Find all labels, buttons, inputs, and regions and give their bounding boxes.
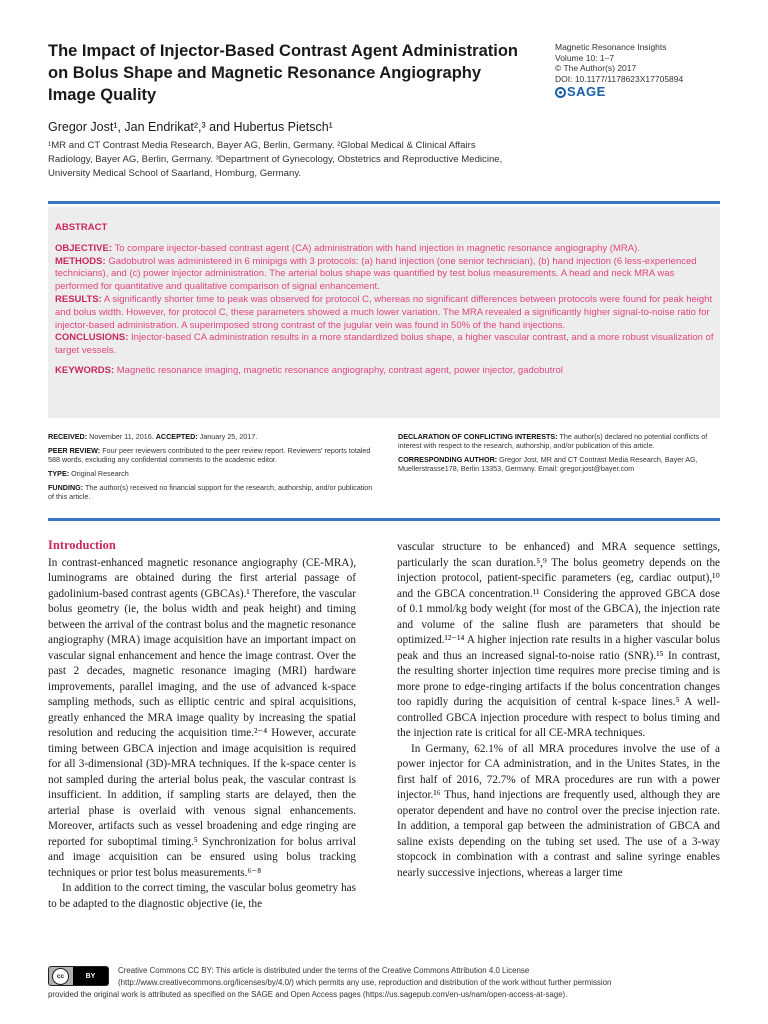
paragraph: In addition to the correct timing, the vascular bolus geometry has to be adapted to the diagnostic objective (ie, the [48, 882, 356, 910]
sage-logo-icon [555, 87, 566, 98]
received-accepted: RECEIVED: November 11, 2016. ACCEPTED: January 25, 2017. [48, 432, 258, 441]
abstract-objective: OBJECTIVE: To compare injector-based contrast agent (CA) administration with hand injection in magnetic resonance angiography (MRA). [55, 242, 640, 254]
conflict-declaration: DECLARATION OF CONFLICTING INTERESTS: The author(s) declared no potential conflicts of interest with respect to the research, authorship, and/or publication of this article. [398, 432, 708, 450]
journal-copyright: © The Author(s) 2017 [555, 63, 637, 73]
author-list: Gregor Jost¹, Jan Endrikat²,³ and Hubertus Pietsch¹ [48, 120, 333, 134]
paragraph: In contrast-enhanced magnetic resonance angiography (CE-MRA), luminograms are obtained during the first arterial passage of gadolinium-based contrast agents (GBCAs).¹ Therefore, the vascular bolus geometry (ie, the bolus width and peak height) and timing between the arrival of the contrast bolus and the magnetic resonance angiography (MRA) image acquisition have an important impact on vascular signal enhancement and hence the image contrast. Over the past 2 decades, magnetic resonance imaging (MRI) hardware improvements, parallel imaging, and the use of advanced k-space sampling methods, such as elliptic centric and spiral acquisitions, greatly enhanced the MRA image quality by increasing the spatial resolution and reducing the acquisition time.²⁻⁴ However, accurate timing between GBCA injection and image acquisition is required for all 3-dimensional (3D)-MRA techniques. If the k-space center is not sampled during the arterial bolus peak, the vascular contrast is insufficient. In addition, if sampling starts are delayed, then the arterial phase is overlaid with venous signal enhancements. Moreover, artifacts such as vessel broadening and edge ringing are reported for suboptimal timing.⁵ Synchronization for bolus arrival and image acquisition can be ensured using bolus tracking techniques or prior test bolus measurements.⁶⁻⁸ [48, 556, 356, 879]
paragraph: In Germany, 62.1% of all MRA procedures involve the use of a power injector for CA administration, and in the Unites States, in the first half of 2016, 72.7% of MRA procedures are run with a power injector.¹⁶ Thus, hand injections are frequently used, although they are operator dependent and have no control over the precise injection rate. In addition, a temporal gap between the administration of GBCA and saline exists depending on the tubing set used. The use of a 3-way stopcock in combination with a contrast and saline syringe enables nearly successive injections, whereas a larger time [397, 742, 720, 879]
license-text: Creative Commons CC BY: This article is distributed under the terms of the Creative Commons Attribution 4.0 License (http://www.creativecommons.org/licenses/by/4.0/) which permits any use, reproduction and distribution of the work without further permission provided the original work is attributed as specified on the SAGE and Open Access pages (https://us.sagepub.com/en-us/nam/open-access-at-sage). [48, 966, 612, 999]
abstract-keywords: KEYWORDS: Magnetic resonance imaging, magnetic resonance angiography, contrast agent, power injector, gadobutrol [55, 364, 563, 376]
journal-volume: Volume 10: 1–7 [555, 52, 615, 63]
abstract-box [48, 207, 720, 418]
abstract-methods: METHODS: Gadobutrol was administered in 6 minipigs with 3 protocols: (a) hand injection (one senior technician), (b) hand injection (6 less-experienced technicians), and (c) power injector administration. The arterial bolus shape was quantified by test bolus measurements. A head and neck MRA was performed for quantitative and qualitative comparison of signal enhancement. [55, 255, 697, 293]
abstract-heading: ABSTRACT [55, 222, 108, 233]
body-column-right [397, 540, 720, 881]
peer-review: PEER REVIEW: Four peer reviewers contributed to the peer review report. Reviewers' reports totaled 588 words, excluding any confidential comments to the academic editor. [48, 446, 371, 464]
mid-divider [48, 518, 720, 521]
journal-name: Magnetic Resonance Insights [555, 42, 667, 52]
journal-doi: DOI: 10.1177/1178623X17705894 [555, 73, 684, 84]
paragraph: vascular structure to be enhanced) and MRA sequence settings, particularly the scan duration.⁵,⁹ The bolus geometry depends on the injection protocol, patient-specific parameters (eg, cardiac output),¹⁰ and the GBCA concentration.¹¹ Considering the approved GBCA dose of 0.1 mmol/kg body weight (for most of the GBCA), the injection rate and volume of the saline flush are parameters that should be optimized.¹²⁻¹⁴ A higher injection rate results in a higher vascular bolus peak and thus an increased signal-to-noise ratio (SNR).¹⁵ In contrast, the resulting shorter injection time requires more precise timing and is more prone to edge-ringing artifacts if the bolus concentration changes too rapidly during the acquisition of central k-space lines.⁵ A well-controlled GBCA injection procedure with respect to bolus timing and the injection rate is critical for all CE-MRA techniques. [397, 541, 720, 739]
body-column-left [48, 538, 356, 912]
affiliations: ¹MR and CT Contrast Media Research, Bayer AG, Berlin, Germany. ²Global Medical & Clinical Affairs Radiology, Bayer AG, Berlin, Germany. ³Department of Gynecology, Obstetrics and Reproductive Medicine, University Medical School of Saarland, Homburg, Germany. [48, 140, 503, 180]
article-title: The Impact of Injector-Based Contrast Agent Administration on Bolus Shape and Magnetic Resonance Angiography Image Quality [48, 42, 518, 104]
by-icon: BY [73, 967, 108, 985]
abstract-results: RESULTS: A significantly shorter time to peak was observed for protocol C, whereas no significant differences between protocols were found for peak height and bolus width. However, for protocol C, these parameters showed a much lower variation. The MRA revealed a significantly higher signal-to-noise ratio for injector-based administration. A superimposed strong contrast of the jugular vein was found in 50% of the hand injections. [55, 293, 713, 331]
abstract-conclusions: CONCLUSIONS: Injector-based CA administration results in a more standardized bolus shape, a higher vascular contrast, and a more robust visualization of target vessels. [55, 332, 714, 357]
sage-logo [555, 84, 683, 100]
journal-info [555, 42, 683, 98]
section-heading-introduction: Introduction [48, 538, 116, 552]
article-type: TYPE: Original Research [48, 469, 129, 478]
top-divider [48, 201, 720, 204]
sage-logo-text: SAGE [567, 84, 606, 100]
article-info-left [48, 432, 373, 506]
corresponding-author: CORRESPONDING AUTHOR: Gregor Jost, MR and CT Contrast Media Research, Bayer AG, Muellerstrasse178, Berlin 13353, Germany. Email: gregor.jost@bayer.com [398, 455, 698, 473]
funding: FUNDING: The author(s) received no financial support for the research, authorship, and/or publication of this article. [48, 483, 373, 501]
article-info-right [398, 432, 720, 478]
cc-icon: cc [52, 968, 69, 985]
